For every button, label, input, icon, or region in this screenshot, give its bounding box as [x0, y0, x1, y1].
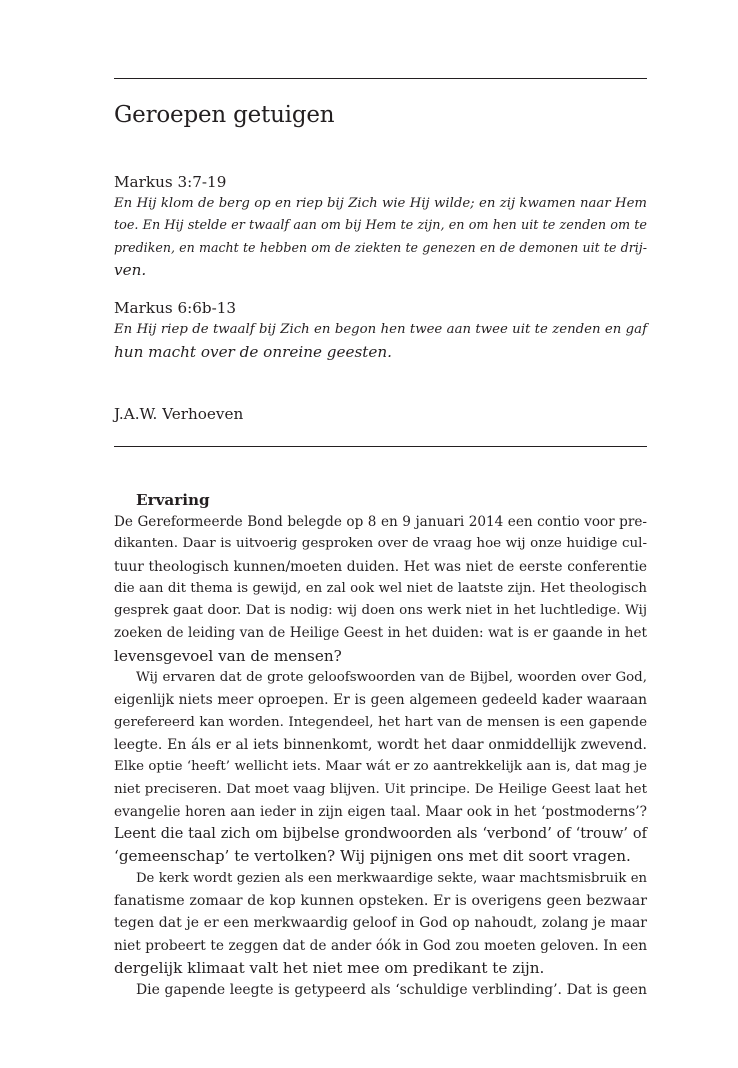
- author-name: J.A.W. Verhoeven: [114, 405, 244, 423]
- quote-line: En Hij riep de twaalf bij Zich en begon hen twee aan twee uit te zenden en gaf: [114, 322, 647, 337]
- body-line: niet preciseren. Dat moet vaag blijven. Uit principe. De Heilige Geest laat het: [114, 781, 647, 797]
- article-body: [114, 489, 647, 1002]
- scripture-text: [114, 193, 647, 281]
- body-line: De kerk wordt gezien als een merkwaardige sekte, waar machtsmisbruik en: [136, 870, 647, 886]
- body-line: levensgevoel van de mensen?: [114, 646, 342, 665]
- quote-line: toe. En Hij stelde er twaalf aan om bij Hem te zijn, en om hen uit te zenden om te: [114, 218, 647, 233]
- body-line: eigenlijk niets meer oproepen. Er is geen algemeen gedeeld kader waaraan: [114, 692, 647, 709]
- body-line: Die gapende leegte is getypeerd als ‘schuldige verblinding’. Dat is geen: [136, 982, 647, 999]
- section-heading: Ervaring: [136, 491, 210, 509]
- body-line: tuur theologisch kunnen/moeten duiden. Het was niet de eerste conferentie: [114, 558, 647, 575]
- scripture-quote-2: [114, 297, 647, 363]
- body-line: Elke optie ‘heeft’ wellicht iets. Maar wát er zo aantrekkelijk aan is, dat mag je: [114, 759, 647, 775]
- scripture-text: [114, 319, 647, 363]
- body-line: dikanten. Daar is uitvoerig gesproken over de vraag hoe wij onze huidige cul-: [114, 536, 647, 552]
- body-line: leegte. En áls er al iets binnenkomt, wordt het daar onmiddellijk zwevend.: [114, 736, 647, 753]
- body-line: ‘gemeenschap’ te vertolken? Wij pijnigen ons met dit soort vragen.: [114, 847, 631, 866]
- body-line: Leent die taal zich om bijbelse grondwoorden als ‘verbond’ of ‘trouw’ of: [114, 826, 647, 843]
- quote-line: ven.: [114, 261, 147, 279]
- body-line: niet probeert te zeggen dat de ander óók in God zou moeten geloven. In een: [114, 937, 647, 954]
- body-line: tegen dat je er een merkwaardig geloof in God op nahoudt, zolang je maar: [114, 915, 647, 932]
- body-line: gesprek gaat door. Dat is nodig: wij doen ons werk niet in het luchtledige. Wij: [114, 603, 647, 619]
- quote-line: En Hij klom de berg op en riep bij Zich wie Hij wilde; en zij kwamen naar Hem: [114, 196, 647, 211]
- quote-line: hun macht over de onreine geesten.: [114, 343, 393, 361]
- body-line: Wij ervaren dat de grote geloofswoorden van de Bijbel, woorden over God,: [136, 670, 647, 686]
- body-line: zoeken de leiding van de Heilige Geest in het duiden: wat is er gaande in het: [114, 625, 647, 642]
- body-line: evangelie horen aan ieder in zijn eigen taal. Maar ook in het ‘postmoderns’?: [114, 803, 647, 820]
- quote-line: prediken, en macht te hebben om de ziekten te genezen en de demonen uit te drij-: [114, 240, 647, 255]
- top-rule: [114, 78, 647, 79]
- scripture-quote-1: [114, 171, 647, 281]
- body-line: De Gereformeerde Bond belegde op 8 en 9 januari 2014 een contio voor pre-: [114, 514, 647, 530]
- body-line: fanatisme zomaar de kop kunnen opsteken. Er is overigens geen bezwaar: [114, 893, 647, 910]
- scripture-reference: Markus 6:6b-13: [114, 299, 237, 317]
- scripture-reference: Markus 3:7-19: [114, 173, 227, 191]
- page-title: Geroepen getuigen: [114, 102, 335, 128]
- body-line: gerefereerd kan worden. Integendeel, het hart van de mensen is een gapende: [114, 714, 647, 730]
- bottom-rule: [114, 446, 647, 447]
- body-line: die aan dit thema is gewijd, en zal ook wel niet de laatste zijn. Het theologisch: [114, 580, 647, 596]
- body-line: dergelijk klimaat valt het niet mee om predikant te zijn.: [114, 958, 545, 977]
